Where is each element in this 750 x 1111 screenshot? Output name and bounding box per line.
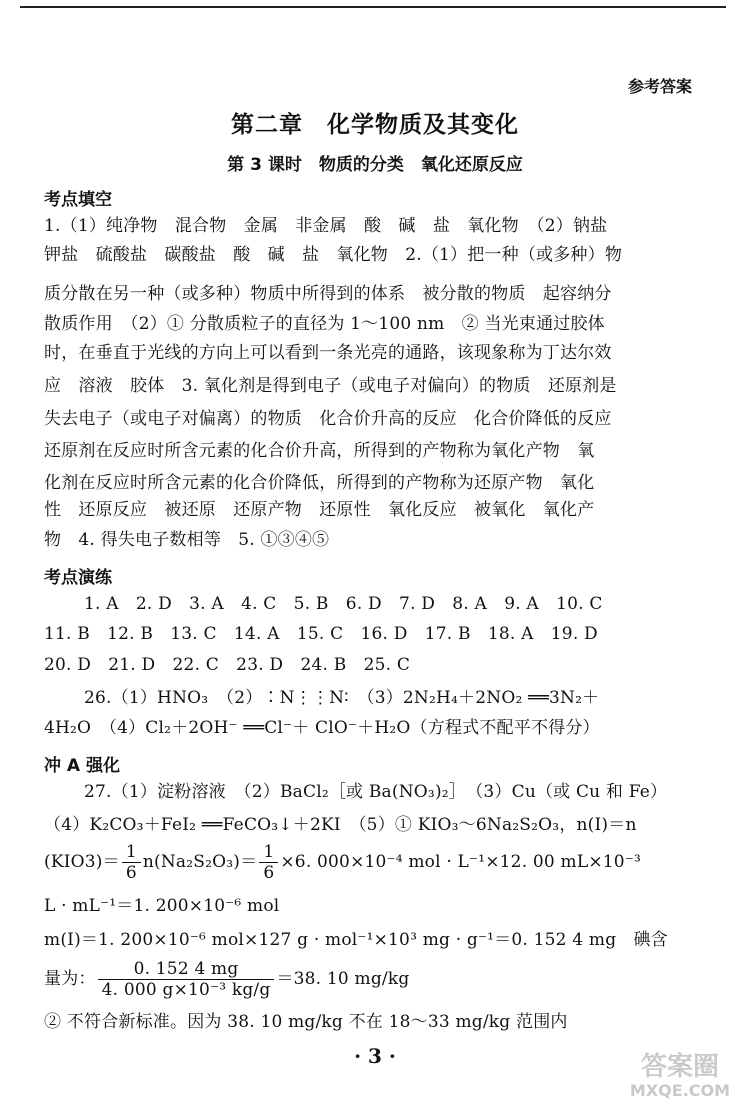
equation-rhs: ×6. 000×10⁻⁴ mol · L⁻¹×12. 00 mL×10⁻³ <box>280 852 642 872</box>
equation-mid: n(Na₂S₂O₃)＝ <box>142 852 258 872</box>
drill-line: 20. D 21. D 22. C 23. D 24. B 25. C <box>44 655 411 675</box>
fraction-numerator: 1 <box>259 842 278 863</box>
iodine-fraction <box>98 959 275 1000</box>
drill-line: 26.（1）HNO₃ （2）∶N⋮⋮N∶ （3）2N₂H₄＋2NO₂ ══3N₂＋ <box>84 688 600 708</box>
fraction-denominator: 4. 000 g×10⁻³ kg/g <box>101 980 271 1000</box>
advanced-line: 27.（1）淀粉溶液 （2）BaCl₂［或 Ba(NO₃)₂］ （3）Cu（或 Cu 和 Fe） <box>84 782 668 802</box>
section-advanced-heading: 冲 A 强化 <box>44 756 120 776</box>
fraction-denominator: 6 <box>263 863 275 883</box>
watermark-url: MXQE.COM <box>629 1081 731 1100</box>
equation-lhs: (KIO3)＝ <box>44 852 120 872</box>
fill-line: 应 溶液 胶体 3. 氧化剂是得到电子（或电子对偏向）的物质 还原剂是 <box>44 376 617 396</box>
equation-line <box>44 840 684 884</box>
fill-line: 失去电子（或电子对偏离）的物质 化合价升高的反应 化合价降低的反应 <box>44 409 612 429</box>
fill-line: 钾盐 硫酸盐 碳酸盐 酸 碱 盐 氧化物 2.（1）把一种（或多种）物 <box>44 245 623 265</box>
watermark-text: 答案圈 <box>640 1052 719 1082</box>
fraction-denominator: 6 <box>125 863 137 883</box>
iodine-label: 量为： <box>44 969 96 989</box>
section-fill-heading: 考点填空 <box>44 190 112 210</box>
drill-line: 11. B 12. B 13. C 14. A 15. C 16. D 17. B 18. A 19. D <box>44 624 598 644</box>
chapter-title: 第二章 化学物质及其变化 <box>231 112 519 138</box>
fill-line: 还原剂在反应时所含元素的化合价升高，所得到的产物称为氧化产物 氧 <box>44 441 595 461</box>
fill-line: 时，在垂直于光线的方向上可以看到一条光亮的通路，该现象称为丁达尔效 <box>44 343 612 363</box>
fraction-one-sixth <box>259 842 278 883</box>
advanced-line: （4）K₂CO₃＋FeI₂ ══FeCO₃↓＋2KI （5）① KIO₃～6Na₂S₂O₃，n(I)＝n <box>44 815 637 835</box>
fill-line: 化剂在反应时所含元素的化合价降低，所得到的产物称为还原产物 氧化 <box>44 473 595 493</box>
iodine-content-line <box>44 957 684 1001</box>
lesson-title: 第 3 课时 物质的分类 氧化还原反应 <box>227 155 523 175</box>
watermark-logo <box>620 1052 740 1104</box>
fill-line: 性 还原反应 被还原 还原产物 还原性 氧化反应 被氧化 氧化产 <box>44 500 595 520</box>
drill-line: 1. A 2. D 3. A 4. C 5. B 6. D 7. D 8. A 9. A 10. C <box>84 594 603 614</box>
fraction-numerator: 1 <box>122 842 141 863</box>
advanced-line: L · mL⁻¹＝1. 200×10⁻⁶ mol <box>44 896 280 916</box>
top-rule <box>20 6 726 8</box>
answer-header-label: 参考答案 <box>627 77 692 96</box>
fill-line: 散质作用 （2）① 分散质粒子的直径为 1～100 nm ② 当光束通过胶体 <box>44 314 605 334</box>
fraction-one-sixth <box>122 842 141 883</box>
conclusion-line: ② 不符合新标准。因为 38. 10 mg/kg 不在 18～33 mg/kg 范围内 <box>44 1012 568 1032</box>
drill-line: 4H₂O （4）Cl₂＋2OH⁻ ══Cl⁻＋ ClO⁻＋H₂O（方程式不配平不得分） <box>44 718 600 738</box>
fraction-numerator: 0. 152 4 mg <box>98 959 275 980</box>
fill-line: 质分散在另一种（或多种）物质中所得到的体系 被分散的物质 起容纳分 <box>44 284 612 304</box>
fill-line: 1.（1）纯净物 混合物 金属 非金属 酸 碱 盐 氧化物 （2）钠盐 <box>44 216 608 236</box>
page-number: · 3 · <box>354 1044 396 1068</box>
iodine-result: ＝38. 10 mg/kg <box>276 969 410 989</box>
fill-line: 物 4. 得失电子数相等 5. ①③④⑤ <box>44 530 330 550</box>
section-drill-heading: 考点演练 <box>44 568 112 588</box>
advanced-line: m(I)＝1. 200×10⁻⁶ mol×127 g · mol⁻¹×10³ mg · g⁻¹＝0. 152 4 mg 碘含 <box>44 930 668 950</box>
